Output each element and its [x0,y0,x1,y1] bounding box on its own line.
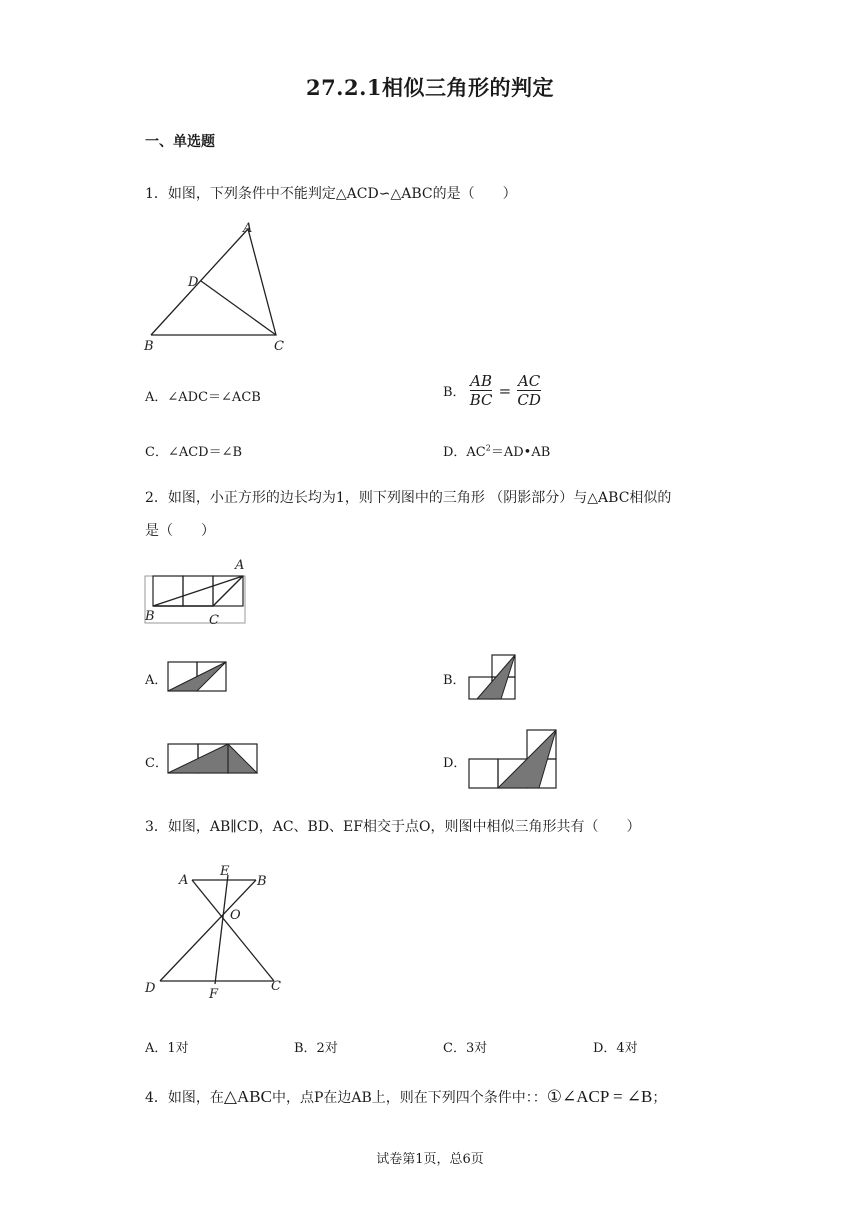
q1-option-b-prefix: B． [443,385,466,400]
q3-option-a: A．1对 [145,1041,189,1056]
label-d: D [145,981,156,996]
q1-option-a: A．∠ADC＝∠ACB [145,390,261,405]
q1-fraction-ab-bc [470,372,493,409]
q2-option-b: B． [443,673,466,688]
page-title: 27.2.1相似三角形的判定 [305,75,555,100]
label-o: O [230,908,241,923]
q3-option-c: C．3对 [443,1041,488,1056]
label-d: D [188,275,199,290]
section-heading: 一、单选题 [145,134,215,150]
label-c: C [271,979,281,994]
label-b: B [145,609,155,624]
question-2-figure [143,556,253,628]
question-3-stem: 3．如图，AB∥CD，AC、BD、EF相交于点O，则图中相似三角形共有（ ） [145,819,641,835]
q3-option-d: D．4对 [593,1041,638,1056]
q1-option-d-rest: ＝AD•AB [490,445,551,460]
triangle-abc [151,229,276,335]
question-1-stem: 1．如图，下列条件中不能判定△ACD∽△ABC的是（ ） [145,186,517,202]
question-2-stem-line1: 2．如图，小正方形的边长均为1，则下列图中的三角形 （阴影部分）与△ABC相似的 [145,490,672,506]
question-3-figure [140,858,290,1003]
q4-middle: 中，点P在边AB上，则在下列四个条件中：： [271,1090,547,1106]
fraction-numerator: AB [470,372,493,390]
q4-prefix: 4．如图，在 [145,1090,224,1106]
equals-sign: = [498,381,512,400]
q2-option-b-figure [467,654,519,702]
question-4-stem [145,1087,666,1107]
q1-option-d-prefix: D．AC [443,445,486,460]
q1-option-c: C．∠ACD＝∠B [145,445,243,460]
segment-cd [201,281,276,335]
label-a: A [179,873,189,888]
label-a: A [235,558,245,573]
q2-option-c-figure [167,742,259,776]
label-c: C [209,613,219,628]
q2-option-a-figure [167,660,229,694]
q1-option-b [443,372,541,409]
q1-fraction-ac-cd [517,372,541,409]
q1-option-d [443,441,550,460]
label-e: E [220,864,230,879]
q3-option-b: B．2对 [294,1041,338,1056]
label-a: A [243,221,253,236]
q2-option-d: D． [443,756,467,771]
superscript: 2 [485,443,491,453]
page-footer: 试卷第1页，总6页 [376,1152,484,1167]
fraction-numerator: AC [517,372,541,390]
label-f: F [209,987,219,1002]
fraction-denominator: CD [517,391,541,409]
label-b: B [144,339,154,354]
q2-option-d-figure [467,728,559,790]
q4-triangle: △ABC [223,1087,272,1106]
q4-condition-1: ①∠ACP = ∠B [546,1087,653,1106]
q2-option-a: A． [145,673,168,688]
q2-option-c: C． [145,756,168,771]
label-c: C [274,339,284,354]
question-1-figure [140,218,300,358]
q4-end: ； [652,1090,667,1106]
label-b: B [257,874,267,889]
fraction-denominator: BC [469,391,493,409]
question-2-stem-line2: 是（ ） [145,523,215,539]
